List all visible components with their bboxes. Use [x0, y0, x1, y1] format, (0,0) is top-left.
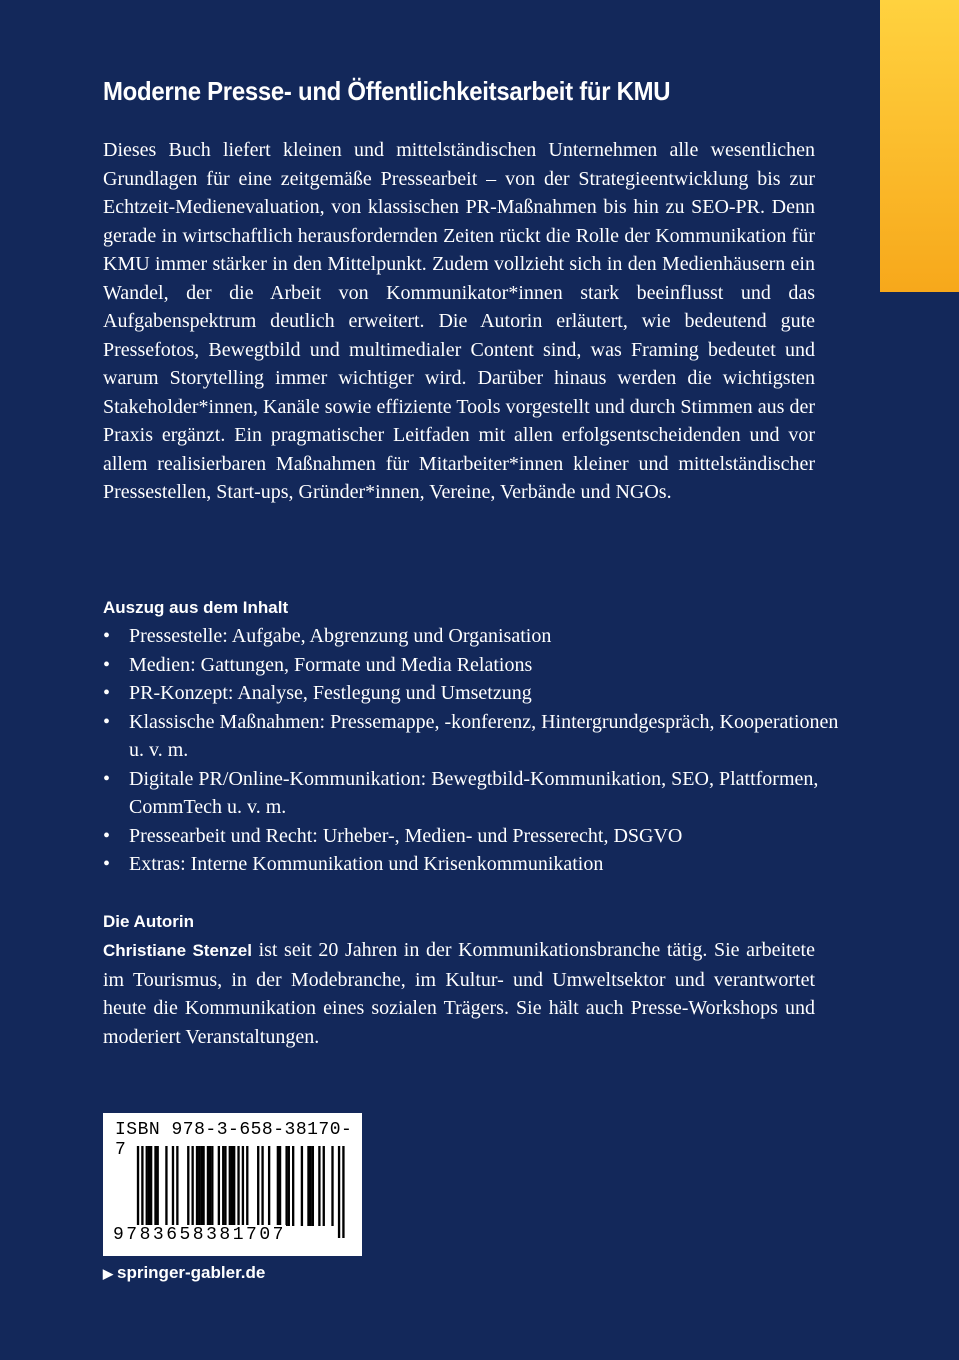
right-triangle-arrow-icon: ▶	[103, 1266, 113, 1281]
barcode-bar	[301, 1146, 303, 1226]
barcode-bar	[165, 1146, 167, 1226]
list-item: • Klassische Maßnahmen: Pressemappe, -konferenz, Hintergrundgespräch, Kooperationen u. v. m.	[103, 708, 843, 765]
publisher-website[interactable]	[103, 1260, 265, 1287]
list-item: • Medien: Gattungen, Formate und Media Relations	[103, 651, 843, 680]
barcode-bar	[187, 1146, 189, 1226]
author-section	[103, 908, 815, 1051]
barcode-bar	[323, 1146, 325, 1226]
list-item: • Extras: Interne Kommunikation und Krisenkommunikation	[103, 850, 843, 879]
barcode-bar	[211, 1146, 213, 1226]
bullet-icon: •	[103, 767, 111, 790]
barcode-bar	[277, 1146, 279, 1226]
barcode-bar	[207, 1146, 209, 1226]
contents-list	[103, 622, 843, 879]
barcode-bar	[229, 1146, 231, 1226]
book-description: Dieses Buch liefert kleinen und mittelständischen Unternehmen alle wesentlichen Grundlagen für eine zeitgemäße Pressearbeit – von der Strategieentwicklung bis zur Echtzeit-Medienevaluation, von klassischen PR-Maßnahmen bis hin zu SEO-PR. Denn gerade in wirtschaftlich herausfordernden Zeiten rückt die Rolle der Kommunikation für KMU immer stärker in den Mittelpunkt. Zudem vollzieht sich in den Medienhäusern ein Wandel, der die Arbeit von Kommunikator*innen stark beeinflusst und das Aufgabenspektrum deutlich erweitert. Die Autorin erläutert, wie bedeutend gute Pressefotos, Bewegtbild und multimedialer Content sind, was Framing bedeutet und warum Storytelling immer wichtiger wird. Darüber hinaus werden die wichtigsten Stakeholder*innen, Kanäle sowie effiziente Tools vorgestellt und durch Stimmen aus der Praxis ergänzt. Ein pragmatischer Leitfaden mit allen erfolgsentscheidenden und vor allem realisierbaren Maßnahmen für Mitarbeiter*innen kleiner und mittelständischer Pressestellen, Start-ups, Gründer*innen, Vereine, Verbände und NGOs.	[103, 139, 815, 503]
barcode-bar	[312, 1146, 314, 1226]
isbn-label: ISBN 978-3-658-38170-7	[115, 1120, 353, 1160]
bullet-icon: •	[103, 682, 111, 704]
barcode-bar	[172, 1146, 174, 1226]
contents-heading: Auszug aus dem Inhalt	[103, 598, 289, 617]
accent-bar	[880, 0, 959, 292]
list-item: • Pressestelle: Aufgabe, Abgrenzung und Organisation	[103, 622, 843, 651]
barcode-bar	[318, 1146, 320, 1226]
barcode-bar	[209, 1146, 211, 1226]
barcode-bar	[196, 1146, 198, 1226]
barcode-bar	[246, 1146, 248, 1226]
author-bio-text: ist seit 20 Jahren in der Kommunikationsbranche tätig. Sie arbeitete im Tourismus, in der Modebranche, im Kultur- und Umweltsektor und verantwortet heute die Kommunikation eines sozialen Trägers. Sie hält auch Presse-Workshops und moderiert Veranstaltungen.	[103, 939, 815, 1048]
barcode-bar	[309, 1146, 311, 1226]
barcode-bar	[279, 1146, 281, 1226]
list-item: • Pressearbeit und Recht: Urheber-, Medien- und Presserecht, DSGVO	[103, 822, 843, 851]
bullet-icon: •	[103, 824, 111, 847]
barcode-bar	[148, 1146, 150, 1226]
author-name: Christiane Stenzel	[103, 941, 252, 960]
barcode-bar	[218, 1146, 220, 1226]
bullet-icon: •	[103, 853, 111, 875]
barcode-bar	[231, 1146, 233, 1226]
barcode-bar	[222, 1146, 224, 1226]
author-bio	[103, 936, 815, 1051]
barcode-bar	[154, 1146, 156, 1226]
barcode-bar	[331, 1146, 333, 1226]
contents-section	[103, 594, 843, 879]
barcode-bar	[268, 1146, 270, 1226]
barcode-bar	[224, 1146, 226, 1226]
barcode-bar	[202, 1146, 204, 1226]
book-title: Moderne Presse- und Öffentlichkeitsarbeit für KMU	[103, 76, 671, 106]
barcode-bar	[176, 1146, 178, 1226]
barcode-bar	[198, 1146, 200, 1226]
barcode-bar	[288, 1146, 290, 1226]
ean-digits: 9783658381707	[113, 1225, 286, 1245]
list-item: • PR-Konzept: Analyse, Festlegung und Umsetzung	[103, 679, 843, 708]
list-item: • Digitale PR/Online-Kommunikation: Bewegtbild-Kommunikation, SEO, Plattformen, CommTech u. v. m.	[103, 765, 843, 822]
website-url[interactable]: springer-gabler.de	[117, 1263, 266, 1282]
barcode-bar	[146, 1146, 148, 1226]
barcode-bar	[307, 1146, 309, 1226]
barcode-bar	[261, 1146, 263, 1226]
isbn-barcode	[103, 1113, 362, 1256]
barcode-bar	[157, 1146, 159, 1226]
author-heading: Die Autorin	[103, 912, 194, 931]
barcode-bar	[257, 1146, 259, 1226]
barcode-bar	[150, 1146, 152, 1226]
bullet-icon: •	[103, 653, 111, 676]
barcode-bar	[285, 1146, 287, 1226]
barcode-bar	[191, 1146, 193, 1226]
barcode-bar	[292, 1146, 294, 1226]
barcode-bar	[200, 1146, 202, 1226]
bullet-icon: •	[103, 625, 111, 647]
barcode-bar	[233, 1146, 235, 1226]
bullet-icon: •	[103, 710, 111, 733]
